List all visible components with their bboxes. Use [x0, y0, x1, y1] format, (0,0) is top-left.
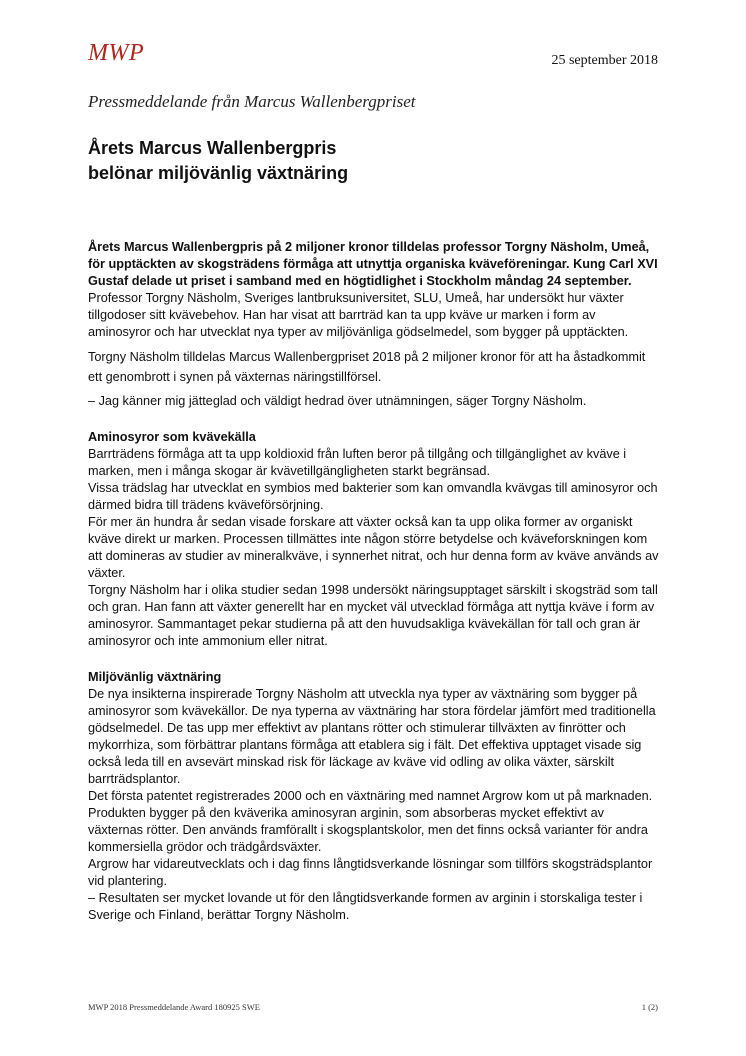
section2-paragraph: Argrow har vidareutvecklats och i dag finns långtidsverkande lösningar som tillförs skogsträdsplantor vid plantering. — [88, 857, 653, 888]
footer-document-id: MWP 2018 Pressmeddelande Award 180925 SWE — [88, 1002, 260, 1012]
section-heading-miljovanlig: Miljövänlig växtnäring — [88, 670, 222, 684]
title-line-1: Årets Marcus Wallenbergpris — [88, 138, 337, 158]
section-heading-aminosyror: Aminosyror som kvävekälla — [88, 430, 256, 444]
section1-paragraph: Barrträdens förmåga att ta upp koldioxid från luften beror på tillgång och tillgänglighet av kväve i marken, men i många skogar är kvävetillgängligheten starkt begränsad. — [88, 447, 627, 478]
title-line-2: belönar miljövänlig växtnäring — [88, 163, 349, 183]
press-release-subtitle: Pressmeddelande från Marcus Wallenbergpriset — [88, 92, 416, 111]
footer-page-number: 1 (2) — [641, 1002, 658, 1012]
mwp-logo: MWP — [88, 40, 145, 66]
section1-paragraph: För mer än hundra år sedan visade forskare att växter också kan ta upp olika former av organiskt kväve direkt ur marken. Processen tillmättes inte någon större betydelse och kväveforskningen kom att domineras av studier av mineralkväve, i synnerhet nitrat, och hur denna form av kväve används av växter. — [88, 515, 659, 580]
intro-paragraph-2: Torgny Näsholm tilldelas Marcus Wallenbergpriset 2018 på 2 miljoner kronor för att ha åstadkommit ett genombrott i synen på växternas näringstillförsel. — [88, 350, 646, 384]
lead-paragraph: Årets Marcus Wallenbergpris på 2 miljoner kronor tilldelas professor Torgny Näsholm, Umeå, för upptäckten av skogsträdens förmåga att utnyttja organiska kväveföreningar. Kung Carl XVI Gustaf delade ut priset i samband med en högtidlighet i Stockholm måndag 24 september. — [88, 240, 658, 288]
section1-paragraph: Torgny Näsholm har i olika studier sedan 1998 undersökt näringsupptaget särskilt i skogsträd som tall och gran. Han fann att växter generellt har en mycket väl utvecklad förmåga att nyttja kväve i form av aminosyror. Sammantaget pekar studierna på att den huvudsakliga kvävekällan för tall och gran är aminosyror och inte ammonium eller nitrat. — [88, 583, 658, 648]
section2-paragraph: De nya insikterna inspirerade Torgny Näsholm att utveckla nya typer av växtnäring som bygger på aminosyror som kvävekällor. De nya typerna av växtnäring har stora fördelar jämfört med traditionella gödselmedel. De tas upp mer effektivt av plantans rötter och stimulerar tillväxten av finrötter och mykorrhiza, som förbättrar plantans förmåga att etablera sig i fält. Det effektiva upptaget visade sig också leda till en avsevärt minskad risk för läckage av kväve vid odling av olika växter, särskilt barrträdsplantor. — [88, 687, 656, 786]
section2-paragraph: – Resultaten ser mycket lovande ut för den långtidsverkande formen av arginin i storskaliga tester i Sverige och Finland, berättar Torgny Näsholm. — [88, 891, 643, 922]
section1-paragraph: Vissa trädslag har utvecklat en symbios med bakterier som kan omvandla kvävgas till aminosyror och därmed bidra till trädens kväveförsörjning. — [88, 481, 658, 512]
release-date: 25 september 2018 — [551, 53, 658, 68]
page-title — [88, 136, 348, 186]
intro-quote: – Jag känner mig jätteglad och väldigt hedrad över utnämningen, säger Torgny Näsholm. — [88, 394, 587, 408]
article-body — [88, 239, 660, 924]
intro-paragraph-1: Professor Torgny Näsholm, Sveriges lantbruksuniversitet, SLU, Umeå, har undersökt hur växter tillgodoser sitt kvävebehov. Han har visat att barrträd kan ta upp kväve ur marken i form av aminosyror och har utvecklat nya typer av miljövänliga gödselmedel, som bygger på upptäckten. — [88, 291, 629, 339]
section2-paragraph: Det första patentet registrerades 2000 och en växtnäring med namnet Argrow kom ut på marknaden. Produkten bygger på den kväverika aminosyran arginin, som absorberas mycket effektivt av växternas rötter. Den används framförallt i skogsplantskolor, men det finns också varianter för andra kommersiella grödor och trädgårdsväxter. — [88, 789, 653, 854]
